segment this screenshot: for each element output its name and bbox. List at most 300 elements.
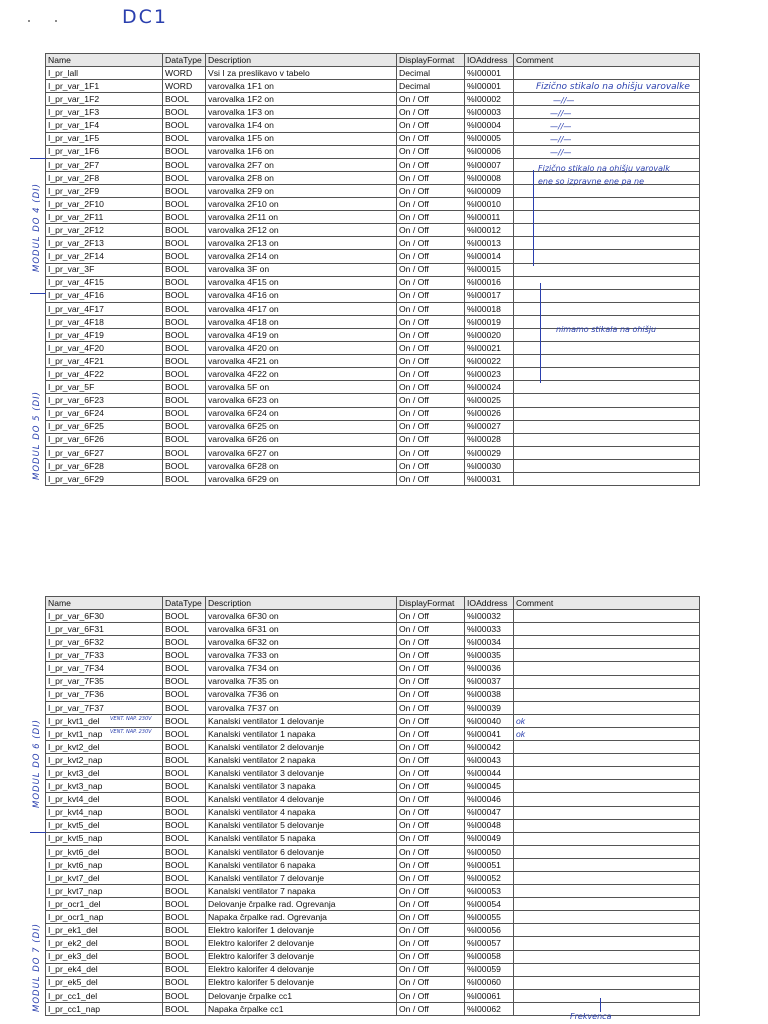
cell-datatype: BOOL	[163, 1002, 206, 1015]
cell-ioaddress: %I00062	[465, 1002, 514, 1015]
table-row	[46, 132, 700, 145]
table-row	[46, 845, 700, 858]
handwritten-bracket	[533, 170, 534, 266]
cell-description: Delovanje črpalke rad. Ogrevanja	[206, 898, 397, 911]
cell-comment	[514, 871, 700, 884]
cell-displayformat: On / Off	[397, 662, 465, 675]
cell-description: Kanalski ventilator 2 napaka	[206, 754, 397, 767]
cell-ioaddress: %I00022	[465, 355, 514, 368]
cell-ioaddress: %I00032	[465, 610, 514, 623]
table-row	[46, 858, 700, 871]
cell-datatype: BOOL	[163, 446, 206, 459]
cell-description: Vsi I za preslikavo v tabelo	[206, 67, 397, 80]
cell-name: I_pr_ek5_del	[46, 976, 163, 989]
cell-displayformat: On / Off	[397, 289, 465, 302]
cell-displayformat: On / Off	[397, 963, 465, 976]
cell-description: varovalka 4F22 on	[206, 368, 397, 381]
cell-datatype: WORD	[163, 80, 206, 93]
cell-ioaddress: %I00020	[465, 328, 514, 341]
cell-ioaddress: %I00047	[465, 806, 514, 819]
cell-name: I_pr_ek1_del	[46, 924, 163, 937]
cell-comment: ok	[514, 727, 700, 740]
table-row	[46, 976, 700, 989]
cell-comment	[514, 342, 700, 355]
cell-datatype: BOOL	[163, 211, 206, 224]
cell-displayformat: Decimal	[397, 67, 465, 80]
handwritten-bracket	[540, 283, 541, 383]
handwritten-module-label: MODUL DO 5 (DI)	[32, 391, 42, 480]
cell-ioaddress: %I00054	[465, 898, 514, 911]
cell-datatype: BOOL	[163, 158, 206, 171]
cell-ioaddress: %I00024	[465, 381, 514, 394]
cell-comment	[514, 237, 700, 250]
cell-displayformat: On / Off	[397, 924, 465, 937]
cell-ioaddress: %I00029	[465, 446, 514, 459]
cell-ioaddress: %I00034	[465, 636, 514, 649]
cell-description: varovalka 4F19 on	[206, 328, 397, 341]
table-row	[46, 394, 700, 407]
cell-name: I_pr_var_3F	[46, 263, 163, 276]
cell-description: Delovanje črpalke cc1	[206, 989, 397, 1002]
cell-ioaddress: %I00046	[465, 793, 514, 806]
cell-comment	[514, 675, 700, 688]
cell-datatype: BOOL	[163, 433, 206, 446]
cell-displayformat: On / Off	[397, 937, 465, 950]
handwritten-module-label: MODUL DO 7 (DI)	[32, 923, 42, 1012]
handwritten-module-label: MODUL DO 6 (DI)	[32, 719, 42, 808]
table-row	[46, 675, 700, 688]
table-row	[46, 433, 700, 446]
cell-ioaddress: %I00009	[465, 184, 514, 197]
table-row	[46, 741, 700, 754]
cell-displayformat: On / Off	[397, 368, 465, 381]
cell-comment	[514, 754, 700, 767]
table-row	[46, 819, 700, 832]
cell-ioaddress: %I00017	[465, 289, 514, 302]
table-header-row	[46, 54, 700, 67]
cell-name: I_pr_kvt4_nap	[46, 806, 163, 819]
cell-ioaddress: %I00059	[465, 963, 514, 976]
cell-datatype: BOOL	[163, 459, 206, 472]
cell-name: I_pr_ocr1_del	[46, 898, 163, 911]
cell-comment	[514, 381, 700, 394]
cell-comment	[514, 302, 700, 315]
cell-datatype: BOOL	[163, 289, 206, 302]
cell-comment	[514, 937, 700, 950]
cell-ioaddress: %I00051	[465, 858, 514, 871]
cell-datatype: WORD	[163, 67, 206, 80]
cell-displayformat: On / Off	[397, 119, 465, 132]
cell-displayformat: On / Off	[397, 106, 465, 119]
cell-name: I_pr_ek4_del	[46, 963, 163, 976]
table-row	[46, 989, 700, 1002]
cell-displayformat: On / Off	[397, 407, 465, 420]
cell-ioaddress: %I00016	[465, 276, 514, 289]
handwritten-note: nimamo stikala na ohišju	[556, 325, 657, 334]
cell-description: Kanalski ventilator 1 delovanje	[206, 714, 397, 727]
cell-datatype: BOOL	[163, 767, 206, 780]
cell-displayformat: On / Off	[397, 780, 465, 793]
cell-ioaddress: %I00056	[465, 924, 514, 937]
cell-description: Kanalski ventilator 3 delovanje	[206, 767, 397, 780]
cell-displayformat: On / Off	[397, 701, 465, 714]
cell-description: varovalka 6F30 on	[206, 610, 397, 623]
cell-name: I_pr_var_4F19	[46, 328, 163, 341]
cell-comment	[514, 701, 700, 714]
cell-name: I_pr_var_2F13	[46, 237, 163, 250]
table-row	[46, 446, 700, 459]
cell-datatype: BOOL	[163, 184, 206, 197]
cell-comment	[514, 636, 700, 649]
table-row	[46, 793, 700, 806]
cell-name: I_pr_cc1_nap	[46, 1002, 163, 1015]
cell-displayformat: On / Off	[397, 158, 465, 171]
cell-description: varovalka 1F4 on	[206, 119, 397, 132]
table-row	[46, 355, 700, 368]
col-header-description: Description	[206, 54, 397, 67]
cell-comment	[514, 819, 700, 832]
cell-displayformat: On / Off	[397, 858, 465, 871]
cell-displayformat: On / Off	[397, 636, 465, 649]
table-row	[46, 937, 700, 950]
handwritten-title: DC1	[122, 6, 168, 28]
col-header-datatype: DataType	[163, 54, 206, 67]
cell-comment	[514, 662, 700, 675]
cell-name: I_pr_var_7F35	[46, 675, 163, 688]
cell-name: I_pr_var_1F3	[46, 106, 163, 119]
cell-datatype: BOOL	[163, 276, 206, 289]
cell-description: Kanalski ventilator 5 napaka	[206, 832, 397, 845]
cell-comment: ok	[514, 714, 700, 727]
cell-comment	[514, 885, 700, 898]
cell-datatype: BOOL	[163, 819, 206, 832]
cell-ioaddress: %I00007	[465, 158, 514, 171]
cell-name: I_pr_var_2F9	[46, 184, 163, 197]
handwritten-arrow	[600, 998, 601, 1012]
cell-name: I_pr_var_6F24	[46, 407, 163, 420]
table-row	[46, 780, 700, 793]
table-row	[46, 106, 700, 119]
cell-description: varovalka 1F5 on	[206, 132, 397, 145]
cell-description: varovalka 6F32 on	[206, 636, 397, 649]
cell-comment	[514, 459, 700, 472]
cell-datatype: BOOL	[163, 898, 206, 911]
cell-ioaddress: %I00033	[465, 623, 514, 636]
cell-name: I_pr_var_1F1	[46, 80, 163, 93]
cell-name: I_pr_kvt6_del	[46, 845, 163, 858]
cell-ioaddress: %I00010	[465, 198, 514, 211]
cell-description: Kanalski ventilator 6 napaka	[206, 858, 397, 871]
cell-name: I_pr_var_4F15	[46, 276, 163, 289]
cell-displayformat: On / Off	[397, 302, 465, 315]
cell-displayformat: On / Off	[397, 145, 465, 158]
cell-ioaddress: %I00060	[465, 976, 514, 989]
cell-description: varovalka 6F27 on	[206, 446, 397, 459]
cell-ioaddress: %I00025	[465, 394, 514, 407]
cell-ioaddress: %I00050	[465, 845, 514, 858]
cell-comment	[514, 407, 700, 420]
cell-datatype: BOOL	[163, 727, 206, 740]
cell-datatype: BOOL	[163, 198, 206, 211]
cell-ioaddress: %I00040	[465, 714, 514, 727]
handwritten-ditto: —//—	[550, 135, 572, 144]
cell-description: varovalka 4F21 on	[206, 355, 397, 368]
cell-comment	[514, 806, 700, 819]
table-row	[46, 93, 700, 106]
cell-comment	[514, 433, 700, 446]
cell-description: Kanalski ventilator 7 delovanje	[206, 871, 397, 884]
cell-comment	[514, 198, 700, 211]
cell-displayformat: On / Off	[397, 675, 465, 688]
cell-description: varovalka 6F28 on	[206, 459, 397, 472]
handwritten-ditto: —//—	[550, 122, 572, 131]
table-row	[46, 473, 700, 486]
cell-displayformat: On / Off	[397, 171, 465, 184]
cell-description: varovalka 2F14 on	[206, 250, 397, 263]
cell-datatype: BOOL	[163, 688, 206, 701]
table-row	[46, 754, 700, 767]
table-row	[46, 368, 700, 381]
cell-name: I_pr_var_2F10	[46, 198, 163, 211]
handwritten-note: VENT. NAP. 230V	[110, 729, 152, 735]
handwritten-note: Frekvenca	[570, 1012, 612, 1021]
cell-comment	[514, 911, 700, 924]
cell-name: I_pr_var_4F22	[46, 368, 163, 381]
cell-description: varovalka 4F16 on	[206, 289, 397, 302]
table-row	[46, 276, 700, 289]
cell-name: I_pr_var_1F6	[46, 145, 163, 158]
cell-comment	[514, 119, 700, 132]
cell-ioaddress: %I00021	[465, 342, 514, 355]
cell-datatype: BOOL	[163, 302, 206, 315]
cell-name: I_pr_kvt6_nap	[46, 858, 163, 871]
cell-name: I_pr_var_6F27	[46, 446, 163, 459]
cell-displayformat: On / Off	[397, 315, 465, 328]
cell-displayformat: On / Off	[397, 446, 465, 459]
col-header-datatype: DataType	[163, 597, 206, 610]
table-row	[46, 898, 700, 911]
cell-displayformat: On / Off	[397, 649, 465, 662]
cell-description: Napaka črpalke cc1	[206, 1002, 397, 1015]
cell-name: I_pr_kvt2_nap	[46, 754, 163, 767]
cell-datatype: BOOL	[163, 714, 206, 727]
cell-displayformat: On / Off	[397, 950, 465, 963]
cell-displayformat: On / Off	[397, 688, 465, 701]
cell-displayformat: On / Off	[397, 767, 465, 780]
col-header-comment: Comment	[514, 597, 700, 610]
cell-datatype: BOOL	[163, 950, 206, 963]
cell-displayformat: On / Off	[397, 819, 465, 832]
cell-datatype: BOOL	[163, 93, 206, 106]
cell-name: I_pr_var_7F33	[46, 649, 163, 662]
cell-comment	[514, 741, 700, 754]
handwritten-ditto: —//—	[550, 148, 572, 157]
cell-datatype: BOOL	[163, 106, 206, 119]
cell-displayformat: On / Off	[397, 741, 465, 754]
cell-datatype: BOOL	[163, 355, 206, 368]
cell-datatype: BOOL	[163, 473, 206, 486]
cell-comment	[514, 368, 700, 381]
cell-name: I_pr_var_6F32	[46, 636, 163, 649]
table-row	[46, 963, 700, 976]
cell-name: I_pr_kvt5_del	[46, 819, 163, 832]
table-row	[46, 623, 700, 636]
cell-comment	[514, 649, 700, 662]
table-row	[46, 950, 700, 963]
cell-ioaddress: %I00006	[465, 145, 514, 158]
cell-description: Kanalski ventilator 1 napaka	[206, 727, 397, 740]
cell-description: varovalka 1F6 on	[206, 145, 397, 158]
cell-ioaddress: %I00036	[465, 662, 514, 675]
cell-datatype: BOOL	[163, 420, 206, 433]
cell-description: Kanalski ventilator 3 napaka	[206, 780, 397, 793]
cell-ioaddress: %I00057	[465, 937, 514, 950]
cell-displayformat: On / Off	[397, 989, 465, 1002]
cell-description: varovalka 2F8 on	[206, 171, 397, 184]
cell-description: varovalka 4F20 on	[206, 342, 397, 355]
table-row	[46, 636, 700, 649]
handwritten-module-label: MODUL DO 4 (DI)	[32, 183, 42, 272]
cell-name: I_pr_var_6F25	[46, 420, 163, 433]
cell-name: I_pr_lall	[46, 67, 163, 80]
cell-description: varovalka 2F10 on	[206, 198, 397, 211]
cell-name: I_pr_var_2F12	[46, 224, 163, 237]
cell-comment	[514, 289, 700, 302]
table-row	[46, 145, 700, 158]
cell-description: Kanalski ventilator 4 napaka	[206, 806, 397, 819]
cell-name: I_pr_kvt4_del	[46, 793, 163, 806]
cell-ioaddress: %I00012	[465, 224, 514, 237]
cell-datatype: BOOL	[163, 342, 206, 355]
cell-displayformat: On / Off	[397, 976, 465, 989]
cell-ioaddress: %I00005	[465, 132, 514, 145]
table-row	[46, 211, 700, 224]
cell-name: I_pr_kvt1_del	[46, 714, 163, 727]
cell-displayformat: On / Off	[397, 845, 465, 858]
cell-description: varovalka 6F23 on	[206, 394, 397, 407]
cell-displayformat: On / Off	[397, 806, 465, 819]
cell-datatype: BOOL	[163, 989, 206, 1002]
cell-displayformat: On / Off	[397, 623, 465, 636]
cell-datatype: BOOL	[163, 675, 206, 688]
cell-displayformat: On / Off	[397, 394, 465, 407]
cell-displayformat: On / Off	[397, 342, 465, 355]
cell-datatype: BOOL	[163, 171, 206, 184]
cell-description: varovalka 1F1 on	[206, 80, 397, 93]
cell-ioaddress: %I00004	[465, 119, 514, 132]
cell-ioaddress: %I00044	[465, 767, 514, 780]
cell-name: I_pr_cc1_del	[46, 989, 163, 1002]
table-row	[46, 198, 700, 211]
cell-datatype: BOOL	[163, 237, 206, 250]
cell-description: varovalka 6F29 on	[206, 473, 397, 486]
cell-ioaddress: %I00018	[465, 302, 514, 315]
handwritten-ditto: —//—	[550, 109, 572, 118]
cell-datatype: BOOL	[163, 145, 206, 158]
cell-datatype: BOOL	[163, 623, 206, 636]
cell-comment	[514, 263, 700, 276]
cell-ioaddress: %I00011	[465, 211, 514, 224]
cell-description: varovalka 5F on	[206, 381, 397, 394]
cell-displayformat: On / Off	[397, 832, 465, 845]
cell-datatype: BOOL	[163, 976, 206, 989]
cell-displayformat: On / Off	[397, 224, 465, 237]
cell-ioaddress: %I00026	[465, 407, 514, 420]
cell-description: Elektro kalorifer 2 delovanje	[206, 937, 397, 950]
cell-ioaddress: %I00045	[465, 780, 514, 793]
cell-name: I_pr_var_6F28	[46, 459, 163, 472]
cell-description: varovalka 7F33 on	[206, 649, 397, 662]
cell-displayformat: On / Off	[397, 132, 465, 145]
table-row	[46, 420, 700, 433]
cell-displayformat: On / Off	[397, 898, 465, 911]
cell-name: I_pr_var_4F21	[46, 355, 163, 368]
cell-datatype: BOOL	[163, 250, 206, 263]
table-row	[46, 250, 700, 263]
cell-displayformat: On / Off	[397, 198, 465, 211]
cell-datatype: BOOL	[163, 224, 206, 237]
cell-datatype: BOOL	[163, 806, 206, 819]
table-row	[46, 662, 700, 675]
col-header-name: Name	[46, 54, 163, 67]
cell-comment	[514, 858, 700, 871]
table-row	[46, 806, 700, 819]
cell-name: I_pr_var_2F7	[46, 158, 163, 171]
scan-dot	[55, 20, 57, 22]
cell-name: I_pr_kvt3_del	[46, 767, 163, 780]
cell-comment	[514, 446, 700, 459]
cell-description: varovalka 4F17 on	[206, 302, 397, 315]
table-row	[46, 381, 700, 394]
cell-name: I_pr_kvt2_del	[46, 741, 163, 754]
cell-datatype: BOOL	[163, 315, 206, 328]
cell-comment	[514, 132, 700, 145]
cell-displayformat: On / Off	[397, 263, 465, 276]
table-row	[46, 302, 700, 315]
cell-comment	[514, 898, 700, 911]
cell-ioaddress: %I00055	[465, 911, 514, 924]
cell-name: I_pr_kvt7_nap	[46, 885, 163, 898]
cell-ioaddress: %I00058	[465, 950, 514, 963]
cell-name: I_pr_var_6F23	[46, 394, 163, 407]
cell-comment	[514, 780, 700, 793]
cell-name: I_pr_ek2_del	[46, 937, 163, 950]
cell-description: Napaka črpalke rad. Ogrevanja	[206, 911, 397, 924]
table-row	[46, 289, 700, 302]
table-row	[46, 649, 700, 662]
cell-datatype: BOOL	[163, 119, 206, 132]
cell-ioaddress: %I00052	[465, 871, 514, 884]
io-table-2	[45, 596, 700, 1016]
cell-description: varovalka 7F37 on	[206, 701, 397, 714]
cell-ioaddress: %I00023	[465, 368, 514, 381]
handwritten-divider	[30, 158, 46, 159]
cell-displayformat: On / Off	[397, 381, 465, 394]
cell-displayformat: On / Off	[397, 911, 465, 924]
cell-description: Kanalski ventilator 6 delovanje	[206, 845, 397, 858]
cell-datatype: BOOL	[163, 963, 206, 976]
cell-ioaddress: %I00002	[465, 93, 514, 106]
cell-description: varovalka 4F15 on	[206, 276, 397, 289]
table-row	[46, 911, 700, 924]
cell-name: I_pr_var_1F2	[46, 93, 163, 106]
cell-displayformat: On / Off	[397, 355, 465, 368]
cell-comment	[514, 623, 700, 636]
cell-comment	[514, 145, 700, 158]
cell-name: I_pr_var_2F14	[46, 250, 163, 263]
col-header-ioaddress: IOAddress	[465, 54, 514, 67]
cell-datatype: BOOL	[163, 858, 206, 871]
